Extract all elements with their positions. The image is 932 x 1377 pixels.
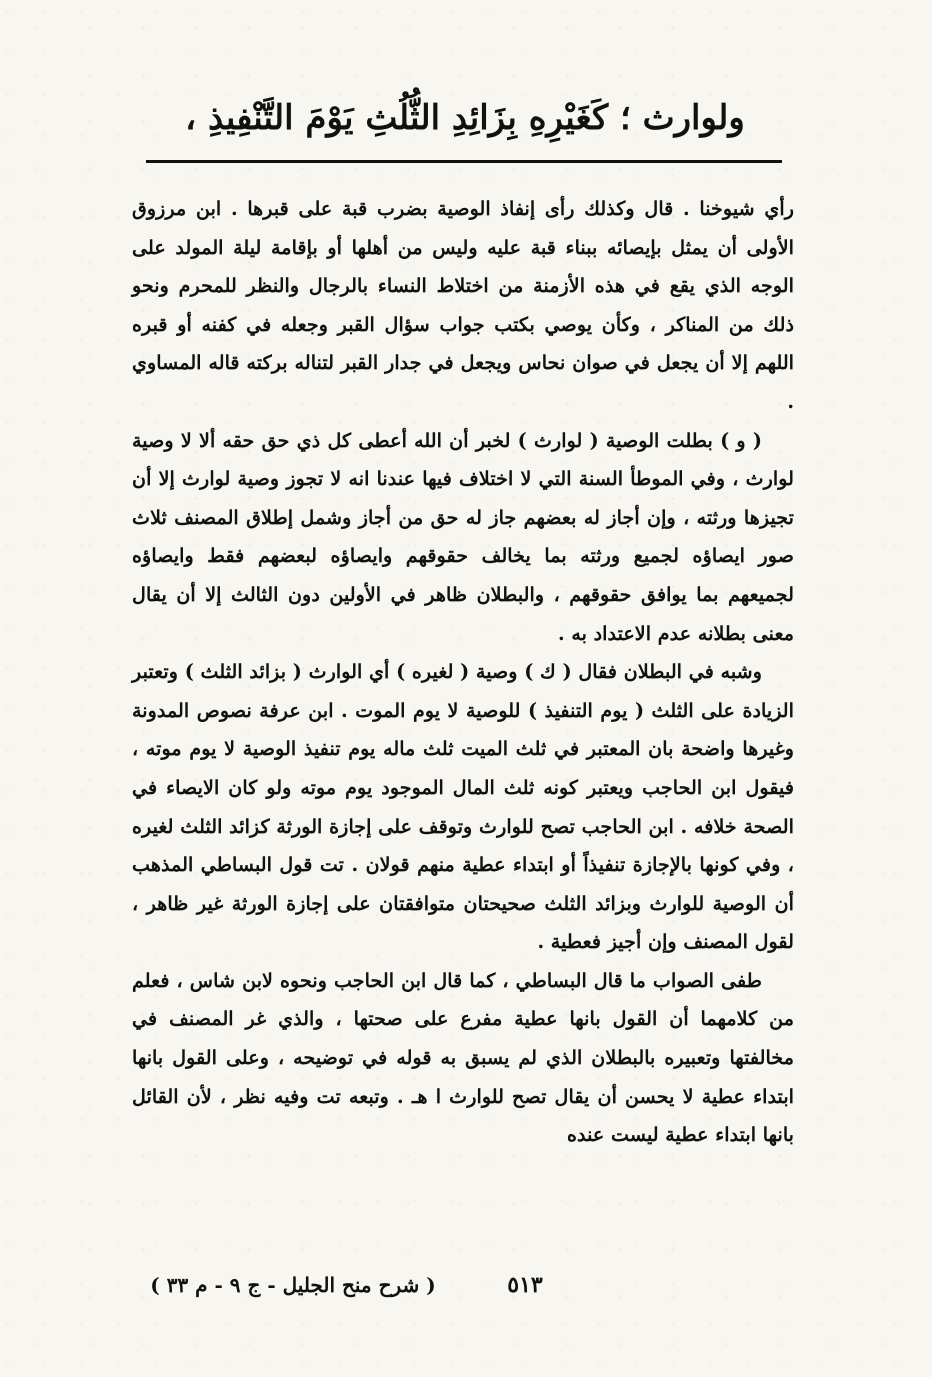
header-divider xyxy=(146,160,782,163)
paragraph-3: وشبه في البطلان فقال ( ك ) وصية ( لغيره ) أي الوارث ( بزائد الثلث ) وتعتبر الزيادة على الثلث ( يوم التنفيذ ) للوصية لا يوم الموت . ابن عرفة نصوص المدونة وغيرها واضحة بان المعتبر في ثلث الميت ثلث ماله يوم تنفيذ الوصية لا يوم موته ، فيقول ابن الحاجب ويعتبر كونه ثلث المال الموجود يوم موته ولو كان الايصاء في الصحة خلافه . ابن الحاجب تصح للوارث وتوقف على إجازة الورثة كزائد الثلث لغيره ، وفي كونها بالإجازة تنفيذاً أو ابتداء عطية منهم قولان . تت قول البساطي المذهب أن الوصية للوارث وبزائد الثلث صحيحتان متوافقتان على إجازة الورثة غير ظاهر ، لقول المصنف وإن أجيز فعطية . xyxy=(132,660,794,954)
paragraph-1: رأي شيوخنا . قال وكذلك رأى إنفاذ الوصية بضرب قبة على قبرها . ابن مرزوق الأولى أن يمثل بإيصائه ببناء قبة عليه وليس من أهلها أو بإقامة ليلة المولد على الوجه الذي يقع في هذه الأزمنة من اختلاط النساء بالرجال والنظر للمحرم ونحو ذلك من المناكر ، وكأن يوصي بكتب جواب سؤال القبر وجعله في كفنه أو قبره اللهم إلا أن يجعل في صوان نحاس ويجعل في جدار القبر لتناله بركته قاله المساوي . xyxy=(132,197,794,413)
running-header: ولوارث ؛ كَغَيْرِهِ بِزَائِدِ الثُّلُثِ يَوْمَ التَّنْفِيذِ ، xyxy=(185,98,745,138)
page-number: ٥١٣ xyxy=(507,1272,543,1298)
footer-book-reference: ( شرح منح الجليل - ج ٩ - م ٣٣ ) xyxy=(150,1273,436,1297)
body-text xyxy=(132,190,794,1155)
paragraph-4: طفى الصواب ما قال البساطي ، كما قال ابن الحاجب ونحوه لابن شاس ، فعلم من كلامهما أن القول بانها عطية مفرع على صحتها ، والذي غر المصنف في مخالفتها وتعبيره بالبطلان الذي لم يسبق به قوله في توضيحه ، وعلى القول بانها ابتداء عطية لا يحسن أن يقال تصح للوارث ا هـ . وتبعه تت وفيه نظر ، لأن القائل بانها ابتداء عطية ليست عنده xyxy=(132,968,794,1147)
paragraph-2: ( و ) بطلت الوصية ( لوارث ) لخبر أن الله أعطى كل ذي حق حقه ألا لا وصية لوارث ، وفي الموطأ السنة التي لا اختلاف فيها عندنا انه لا تجوز وصية لوارث إلا أن تجيزها ورثته ، وإن أجاز له بعضهم جاز له حق من أجاز وشمل إطلاق المصنف ثلاث صور ايصاؤه لجميع ورثته بما يخالف حقوقهم وايصاؤه لبعضهم فقط وايصاؤه لجميعهم بما يوافق حقوقهم ، والبطلان ظاهر في الأولين دون الثالث إلا أن يقال معنى بطلانه عدم الاعتداد به . xyxy=(132,428,794,645)
